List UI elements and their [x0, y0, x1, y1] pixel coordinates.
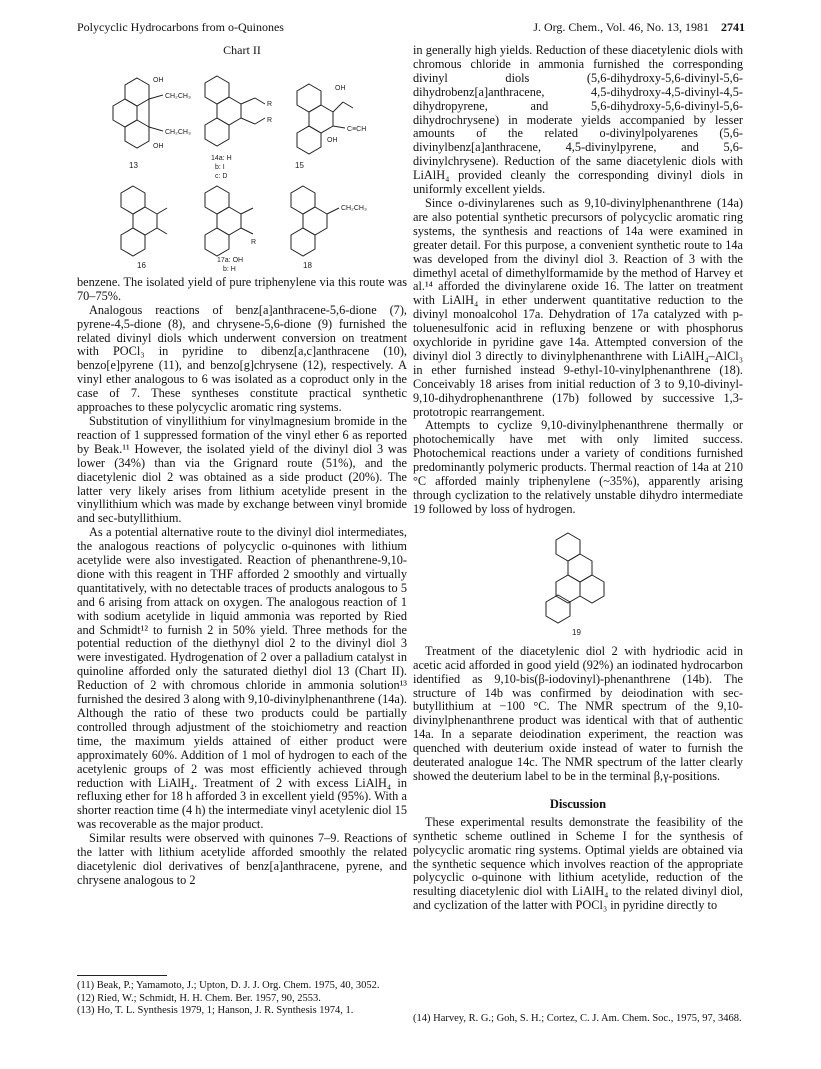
structure-15	[297, 84, 353, 154]
page-number: 2741	[721, 20, 745, 34]
footnote: (12) Ried, W.; Schmidt, H. H. Chem. Ber. 1957, 90, 2553.	[77, 992, 321, 1004]
paragraph: These experimental results demonstrate the feasibility of the synthetic scheme outlined in Scheme I for the synthesis of polycyclic aromatic ring systems. Optimal yields are obtained via the synthetic sequence which involves reaction of the appropriate polycyclic o-quinone with lithium acetylide, reduction of the resulting diacetylenic diol with LiAlH₄ to the related divinyl diol, and cyclization of the latter with POCl₃ in pyridine directly to	[413, 814, 743, 913]
compound-label-17b: b: H	[223, 265, 236, 272]
compound-label-14c: c: D	[215, 172, 228, 180]
paragraph: in generally high yields. Reduction of these diacetylenic diols with chromous chloride in ammonia furnished the corresponding divinyl diols (5,6-dihydroxy-5,6-divinyl-5,6-dihydrobenz[a]anthracene, 4,5-dihydroxy-4,5-divinyl-4,5-dihydropyrene, and 5,6-dihydroxy-5,6-divinyl-5,6-dihydrochrysene) in moderate yields accompanied by lesser amounts of the related o-divinylpolyarenes (5,6-divinylbenz[a]anthracene, 4,5-divinylpyrene, and 5,6-divinylchrysene). Reduction of the same diacetylenic diols with LiAlH₄ provided cleanly the corresponding divinyl diols in uniformly excellent yields.	[413, 43, 743, 197]
footnote: (11) Beak, P.; Yamamoto, J.; Upton, D. J. J. Org. Chem. 1975, 40, 3052.	[77, 980, 380, 991]
journal-citation: J. Org. Chem., Vol. 46, No. 13, 1981	[533, 20, 709, 34]
structure-13	[113, 78, 163, 148]
r-label: R	[267, 100, 273, 108]
footnotes-right	[413, 1013, 743, 1026]
paragraph: Analogous reactions of benz[a]anthracene-5,6-dione (7), pyrene-4,5-dione (8), and chrysene-5,6-dione (9) furnished the related divinyl diols which underwent conversion on treatment with POCl₃ in pyridine to dibenz[a,c]anthracene (10), benzo[e]pyrene (11), and benzo[g]chrysene (12), respectively. A vinyl ether analogous to 6 was isolated as a coproduct only in the case of 7. These syntheses constitute practical synthetic approaches to these polycyclic aromatic ring systems.	[77, 302, 407, 415]
running-header-journal	[533, 20, 745, 35]
oh-label: OH	[153, 142, 164, 150]
compound-label-13: 13	[129, 160, 138, 170]
r-label: R	[267, 116, 273, 124]
footnote-rule	[77, 975, 167, 976]
r-label: R	[251, 238, 257, 246]
footnotes-left	[77, 975, 407, 1018]
chart-title: Chart II	[223, 43, 261, 57]
ethynyl-label: C≡CH	[347, 125, 367, 133]
oh-label: OH	[327, 136, 338, 144]
paragraph: Since o-divinylarenes such as 9,10-divinylphenanthrene (14a) are also potential synthetic precursors of polycyclic aromatic ring systems, the synthesis and reactions of 14a were examined in greater detail. For this purpose, a convenient synthetic route to 14a was developed from the divinyl diol 3. Reaction of 3 with the dimethyl acetal of dimethylformamide by the method of Harvey et al.¹⁴ afforded the divinylarene oxide 16. The latter on treatment with LiAlH₄ in ether underwent quantitative reduction to the divinyl monoalcohol 17a. Dehydration of 17a catalyzed with p-toluenesulfonic acid in refluxing benzene or with phosphorus oxychloride in pyridine gave 14a. Attempted conversion of the divinyl diol 3 directly to divinylphenanthrene with LiAlH₄–AlCl₃ in ether furnished instead 9-ethyl-10-vinylphenanthrene (18). Conceivably 18 arises from initial reduction of 3 to 9,10-divinyl-9,10-dihydrophenanthrene (17b) followed by successive 1,3-prototropic rearrangement.	[413, 195, 743, 419]
paragraph: benzene. The isolated yield of pure triphenylene via this route was 70–75%.	[77, 274, 407, 303]
footnote: (14) Harvey, R. G.; Goh, S. H.; Cortez, C. J. Am. Chem. Soc., 1975, 97, 3468.	[413, 1013, 742, 1024]
paragraph: Similar results were observed with quinones 7–9. Reactions of the latter with lithium acetylide afforded smoothly the related diacetylenic diol derivatives of benz[a]anthracene, pyrene, and chrysene analogous to 2	[77, 831, 407, 887]
compound-label-17a: 17a: OH	[217, 256, 244, 264]
structure-14	[205, 76, 265, 146]
right-column	[413, 44, 743, 913]
ethyl-label: CH₂CH₃	[341, 204, 367, 212]
ethyl-label: CH₂CH₃	[165, 92, 191, 100]
paragraph: Treatment of the diacetylenic diol 2 with hydriodic acid in acetic acid afforded in good yield (92%) an iodinated hydrocarbon identified as 9,10-bis(β-iodovinyl)-phenanthrene (14b). The structure of 14b was confirmed by deiodination with sec-butyllithium at −100 °C. The NMR spectrum of the 9,10-divinylphenanthrene product was identical with that of authentic 14a. In a separate deiodination experiment, the reaction was quenched with deuterium oxide instead of water to furnish the deuterated analogue 14c. The NMR spectrum of the latter clearly showed the deuterium label to be in the terminal β,γ-positions.	[413, 643, 743, 783]
footnote: (13) Ho, T. L. Synthesis 1979, 1; Hanson, J. R. Synthesis 1974, 1.	[77, 1005, 354, 1016]
paragraph: Substitution of vinyllithium for vinylmagnesium bromide in the reaction of 1 suppressed formation of the vinyl ether 6 as reported by Beak.¹¹ However, the isolated yield of the divinyl diol 3 was lower (34%) than via the Grignard route (51%), and the diacetylenic diol 2 was obtained as a side product (20%). The latter very likely arises from lithium acetylide present in the vinyllithium which was made by exchange between vinyl bromide and sec-butyllithium.	[77, 413, 407, 526]
compound-label-18: 18	[303, 260, 312, 270]
structure-17	[205, 186, 253, 256]
compound-label-14b: b: I	[215, 163, 225, 171]
compound-label-19: 19	[572, 627, 581, 637]
left-column	[77, 44, 407, 888]
chart-ii-structures	[77, 62, 407, 272]
section-heading: Discussion	[549, 796, 607, 811]
structure-16	[121, 186, 167, 256]
oh-label: OH	[153, 76, 164, 84]
structure-19	[518, 527, 638, 637]
compound-label-15: 15	[295, 160, 304, 170]
structure-18	[291, 186, 339, 256]
running-header-title: Polycyclic Hydrocarbons from o-Quinones	[77, 20, 284, 34]
ethyl-label: CH₂CH₃	[165, 128, 191, 136]
oh-label: OH	[335, 84, 346, 92]
compound-label-14a: 14a: H	[211, 154, 232, 162]
compound-label-16: 16	[137, 260, 146, 270]
paragraph: As a potential alternative route to the divinyl diol intermediates, the analogous reactions of polycyclic o-quinones with lithium acetylide were also investigated. Reaction of phenanthrene-9,10-dione with this reagent in THF afforded 2 smoothly and virtually quantitatively, with no detectable traces of products analogous to 5 and 6 arising from attack on oxygen. The analogous reaction of 1 with sodium acetylide in liquid ammonia was reported by Ried and Schmidt¹² to furnish 2 in 50% yield. Three methods for the potential reduction of the diethynyl diol 2 to the divinyl diol 3 were investigated. Hydrogenation of 2 over a palladium catalyst in quinoline afforded only the saturated diethyl diol 13 (Chart II). Reduction of 2 with chromous chloride in ammonia solution¹³ furnished the desired 3 along with 9,10-divinylphenanthrene (14a). Although the ratio of these two products could be partially controlled through adjustment of the stoichiometry and reaction time, the maximum yields attained of either product were approximately 60%. Addition of 1 mol of hydrogen to each of the acetylenic groups of 2 was most efficiently achieved through reduction with LiAlH₄. Treatment of 2 with excess LiAlH₄ in refluxing ether for 18 h afforded 3 in excellent yield (95%). With a shorter reaction time (4 h) the intermediate vinyl acetylenic diol 15 was recoverable as the major product.	[77, 525, 407, 832]
paragraph: Attempts to cyclize 9,10-divinylphenanthrene thermally or photochemically have met with only limited success. Photochemical reactions under a variety of conditions furnished predominantly polymeric products. Thermal reaction of 14a at 210 °C afforded mainly triphenylene (~35%), apparently arising through cyclization to the relatively unstable dihydro intermediate 19 followed by loss of hydrogen.	[413, 418, 743, 516]
